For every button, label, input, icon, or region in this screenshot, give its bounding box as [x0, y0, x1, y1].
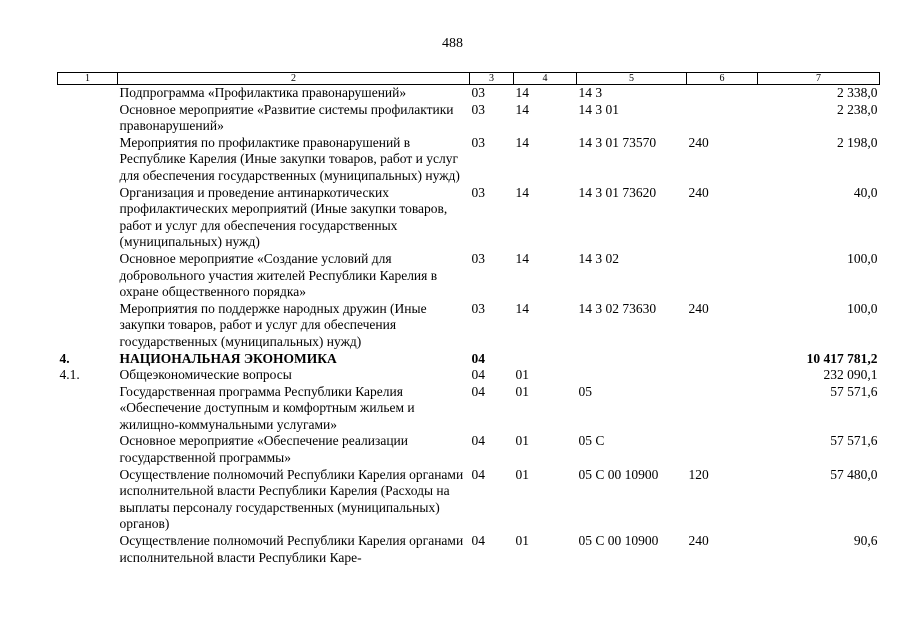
row-amount: 40,0	[853, 184, 878, 200]
row-target-article: 14 3	[578, 85, 603, 100]
row-expense-type: 240	[688, 184, 709, 200]
row-section-code: 03	[471, 101, 485, 117]
row-name: Основное мероприятие «Создание условий для добровольного участия жителей Республики Карелия в охране общественного порядка»	[119, 250, 438, 300]
table-row	[58, 367, 880, 384]
row-name: НАЦИОНАЛЬНАЯ ЭКОНОМИКА	[119, 350, 337, 366]
row-amount: 232 090,1	[823, 367, 878, 383]
row-expense-type: 240	[688, 300, 709, 316]
row-expense-type	[687, 384, 758, 434]
row-amount: 90,6	[853, 533, 878, 549]
row-expense-type	[687, 351, 758, 368]
row-subsection-code: 01	[515, 367, 529, 383]
row-number: 4.	[59, 350, 70, 366]
row-number	[58, 384, 118, 434]
table-row	[58, 533, 880, 566]
row-target-article	[577, 351, 687, 368]
row-subsection-code	[514, 351, 577, 368]
row-name: Мероприятия по профилактике правонарушений в Республике Карелия (Иные закупки товаров, работ и услуг для обеспечения государственных (муниципальных) нужд)	[119, 134, 460, 183]
table-row	[58, 185, 880, 251]
row-name: Осуществление полномочий Республики Карелия органами исполнительной власти Республики Карелия (Расходы на выплаты персоналу государственных (муниципальных) органов)	[119, 466, 464, 532]
row-section-code: 03	[471, 300, 485, 316]
row-section-code: 04	[471, 433, 485, 449]
row-name: Основное мероприятие «Обеспечение реализации государственной программы»	[119, 433, 408, 466]
row-amount: 57 571,6	[830, 433, 878, 449]
row-expense-type	[687, 367, 758, 384]
header-col-2: 2	[118, 73, 470, 85]
row-name: Осуществление полномочий Республики Карелия органами исполнительной власти Республики Каре-	[119, 533, 464, 565]
row-amount: 100,0	[847, 250, 878, 266]
row-subsection-code: 01	[515, 533, 529, 549]
row-number	[58, 185, 118, 251]
table-row	[58, 251, 880, 301]
row-target-article: 05 С 00 10900	[578, 466, 659, 482]
table-row	[58, 433, 880, 466]
row-section-code: 03	[471, 184, 485, 200]
row-expense-type	[687, 433, 758, 466]
row-target-article: 14 3 02 73630	[578, 300, 657, 316]
row-subsection-code: 14	[515, 101, 529, 117]
row-number	[58, 102, 118, 135]
table-row	[58, 467, 880, 533]
page-number: 488	[442, 36, 463, 51]
row-section-code: 04	[471, 350, 485, 366]
header-col-4: 4	[514, 73, 577, 85]
row-number	[58, 533, 118, 566]
row-name: Организация и проведение антинаркотических профилактических мероприятий (Иные закупки товаров, работ и услуг для обеспечения государственных (муниципальных) нужд)	[119, 184, 448, 250]
row-target-article: 14 3 02	[578, 250, 619, 266]
table-row	[58, 301, 880, 351]
table-row	[58, 384, 880, 434]
row-section-code: 03	[471, 85, 485, 100]
row-amount: 2 338,0	[837, 85, 878, 100]
table-row	[58, 85, 880, 102]
row-subsection-code: 14	[515, 134, 529, 150]
header-col-7: 7	[758, 73, 880, 85]
row-target-article: 14 3 01	[578, 101, 619, 117]
row-section-code: 04	[471, 383, 485, 399]
row-target-article	[577, 367, 687, 384]
row-amount: 10 417 781,2	[806, 350, 878, 366]
row-section-code: 04	[471, 367, 485, 383]
row-subsection-code: 01	[515, 433, 529, 449]
header-col-6: 6	[687, 73, 758, 85]
row-number	[58, 301, 118, 351]
row-subsection-code: 14	[515, 300, 529, 316]
row-amount: 57 480,0	[830, 466, 878, 482]
budget-table	[57, 72, 880, 566]
header-col-3: 3	[470, 73, 514, 85]
row-number	[58, 135, 118, 185]
row-target-article: 05 С	[578, 433, 605, 449]
row-section-code: 03	[471, 250, 485, 266]
row-subsection-code: 14	[515, 184, 529, 200]
header-col-5: 5	[577, 73, 687, 85]
row-name: Подпрограмма «Профилактика правонарушений»	[119, 85, 407, 100]
row-expense-type: 240	[688, 533, 709, 549]
row-subsection-code: 14	[515, 250, 529, 266]
row-amount: 2 238,0	[837, 101, 878, 117]
row-name: Мероприятия по поддержке народных дружин (Иные закупки товаров, работ и услуг для обеспечения государственных (муниципальных) нужд)	[119, 300, 427, 349]
row-target-article: 05 С 00 10900	[578, 533, 659, 549]
table-row	[58, 102, 880, 135]
row-expense-type: 120	[688, 466, 709, 482]
row-expense-type	[687, 251, 758, 301]
row-number	[58, 85, 118, 102]
row-expense-type: 240	[688, 134, 709, 150]
row-number	[58, 467, 118, 533]
row-subsection-code: 01	[515, 466, 529, 482]
row-number	[58, 433, 118, 466]
row-section-code: 03	[471, 134, 485, 150]
row-target-article: 05	[578, 383, 592, 399]
row-target-article: 14 3 01 73620	[578, 184, 657, 200]
row-subsection-code: 01	[515, 383, 529, 399]
row-number	[58, 251, 118, 301]
row-subsection-code: 14	[515, 85, 529, 100]
row-name: Государственная программа Республики Карелия «Обеспечение доступным и комфортным жильем и жилищно-коммунальными услугами»	[119, 383, 415, 432]
row-expense-type	[687, 85, 758, 102]
row-expense-type	[687, 102, 758, 135]
row-section-code: 04	[471, 466, 485, 482]
row-section-code: 04	[471, 533, 485, 549]
row-name: Основное мероприятие «Развитие системы профилактики правонарушений»	[119, 101, 454, 134]
row-amount: 100,0	[847, 300, 878, 316]
row-target-article: 14 3 01 73570	[578, 134, 657, 150]
row-name: Общеэкономические вопросы	[119, 367, 292, 383]
row-amount: 57 571,6	[830, 383, 878, 399]
row-amount: 2 198,0	[837, 134, 878, 150]
table-row	[58, 351, 880, 368]
table-row	[58, 135, 880, 185]
column-number-header	[58, 73, 880, 85]
row-number: 4.1.	[59, 367, 80, 383]
header-col-1: 1	[58, 73, 118, 85]
